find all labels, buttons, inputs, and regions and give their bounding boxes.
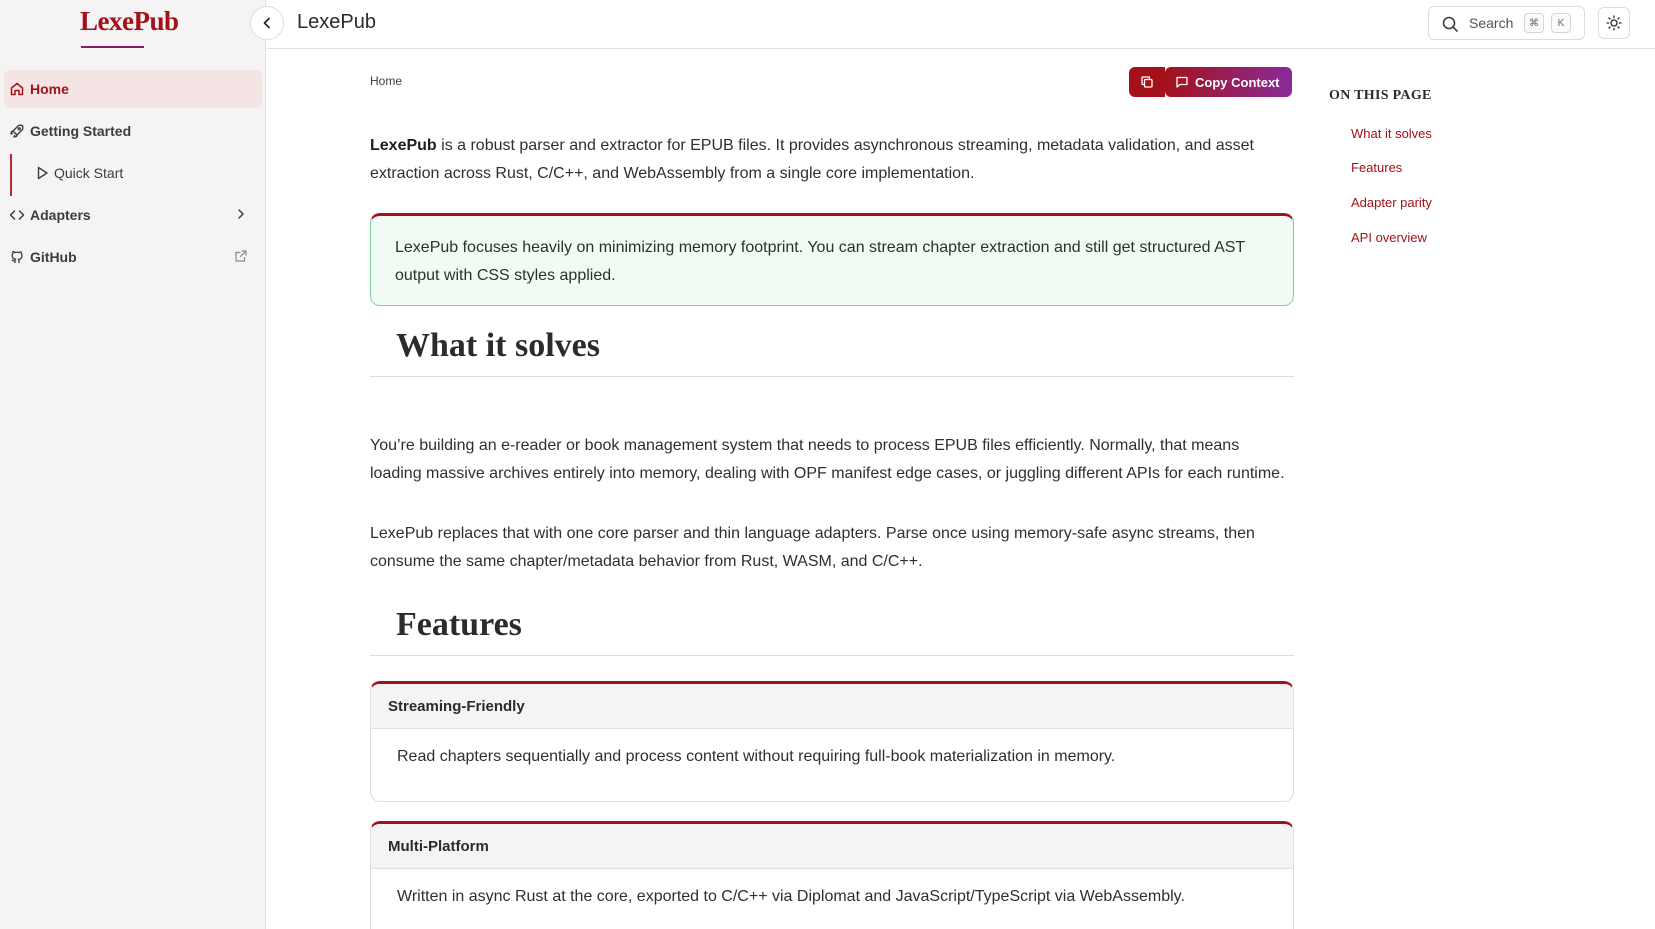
paragraph: You’re building an e-reader or book management system that needs to process EPUB files efficiently. Normally, that means loading massive archives entirely into memory, dealing with OPF manifest edge cases, or juggling different APIs for each runtime. bbox=[370, 437, 1285, 482]
on-this-page bbox=[1329, 88, 1589, 245]
intro-text: is a robust parser and extractor for EPUB files. It provides asynchronous streaming, metadata validation, and asset extraction across Rust, C/C++, and WebAssembly from a single core implementation. bbox=[370, 137, 1254, 182]
heading-divider bbox=[370, 376, 1294, 377]
intro-strong: LexePub bbox=[370, 137, 437, 154]
heading-divider bbox=[370, 655, 1294, 656]
external-link-icon bbox=[234, 249, 248, 263]
logo-underline bbox=[81, 46, 144, 48]
sidebar bbox=[0, 0, 266, 929]
sub-nav-indicator bbox=[10, 154, 12, 196]
sidebar-item-getting-started[interactable] bbox=[4, 112, 262, 150]
chevron-right-icon[interactable] bbox=[234, 207, 248, 221]
home-icon bbox=[9, 81, 25, 97]
search-button[interactable] bbox=[1428, 6, 1585, 40]
section-heading-features: Features bbox=[396, 606, 522, 643]
copy-icon bbox=[1140, 75, 1154, 89]
toc-item-features[interactable]: Features bbox=[1351, 160, 1403, 175]
page-title: LexePub bbox=[297, 11, 376, 33]
sidebar-item-label: Adapters bbox=[30, 207, 91, 223]
message-icon bbox=[1175, 75, 1189, 89]
sidebar-item-label: Quick Start bbox=[54, 165, 124, 181]
copy-context-button[interactable] bbox=[1165, 67, 1292, 97]
search-label: Search bbox=[1469, 15, 1514, 31]
feature-card-title: Multi-Platform bbox=[371, 824, 1293, 869]
copy-page-button[interactable] bbox=[1129, 67, 1165, 97]
toc-item-api-overview[interactable]: API overview bbox=[1351, 230, 1427, 245]
sidebar-item-label: Home bbox=[30, 81, 69, 97]
sidebar-item-adapters[interactable] bbox=[4, 196, 262, 234]
sidebar-item-quick-start[interactable] bbox=[4, 154, 262, 192]
sidebar-item-github[interactable] bbox=[4, 238, 262, 276]
toc-item-what-it-solves[interactable]: What it solves bbox=[1351, 126, 1432, 141]
kbd-command: ⌘ bbox=[1524, 13, 1544, 33]
github-icon bbox=[9, 249, 25, 265]
rocket-icon bbox=[9, 123, 25, 139]
callout-note bbox=[370, 213, 1294, 306]
copy-context-label: Copy Context bbox=[1195, 74, 1280, 90]
kbd-k: K bbox=[1551, 13, 1571, 33]
chevron-left-icon bbox=[260, 16, 274, 30]
feature-card bbox=[370, 681, 1294, 802]
intro-paragraph bbox=[370, 132, 1294, 188]
sun-icon bbox=[1606, 15, 1622, 31]
feature-card-title: Streaming-Friendly bbox=[371, 684, 1293, 729]
feature-card-body: Written in async Rust at the core, exported to C/C++ via Diplomat and JavaScript/TypeScript via WebAssembly. bbox=[397, 888, 1185, 905]
sidebar-item-label: GitHub bbox=[30, 249, 77, 265]
paragraph: LexePub replaces that with one core parser and thin language adapters. Parse once using memory-safe async streams, then consume the same chapter/metadata behavior from Rust, WASM, and C/C++. bbox=[370, 525, 1255, 570]
topbar bbox=[267, 0, 1655, 49]
theme-toggle-button[interactable] bbox=[1598, 7, 1630, 39]
sidebar-nav bbox=[0, 70, 266, 280]
code-icon bbox=[9, 207, 25, 223]
sidebar-item-label: Getting Started bbox=[30, 123, 132, 139]
logo[interactable]: LexePub bbox=[80, 6, 179, 36]
search-icon bbox=[1441, 15, 1459, 33]
feature-card bbox=[370, 821, 1294, 929]
play-icon bbox=[34, 165, 50, 181]
toc-title: ON THIS PAGE bbox=[1329, 88, 1432, 103]
section-heading-what-it-solves: What it solves bbox=[396, 327, 600, 364]
feature-card-body: Read chapters sequentially and process content without requiring full-book materialization in memory. bbox=[397, 748, 1116, 765]
breadcrumb[interactable]: Home bbox=[370, 74, 403, 88]
toc-item-adapter-parity[interactable]: Adapter parity bbox=[1351, 195, 1432, 210]
collapse-sidebar-button[interactable] bbox=[250, 6, 284, 40]
sidebar-item-home[interactable] bbox=[4, 70, 262, 108]
callout-text: LexePub focuses heavily on minimizing memory footprint. You can stream chapter extraction and still get structured AST output with CSS styles applied. bbox=[395, 239, 1245, 284]
